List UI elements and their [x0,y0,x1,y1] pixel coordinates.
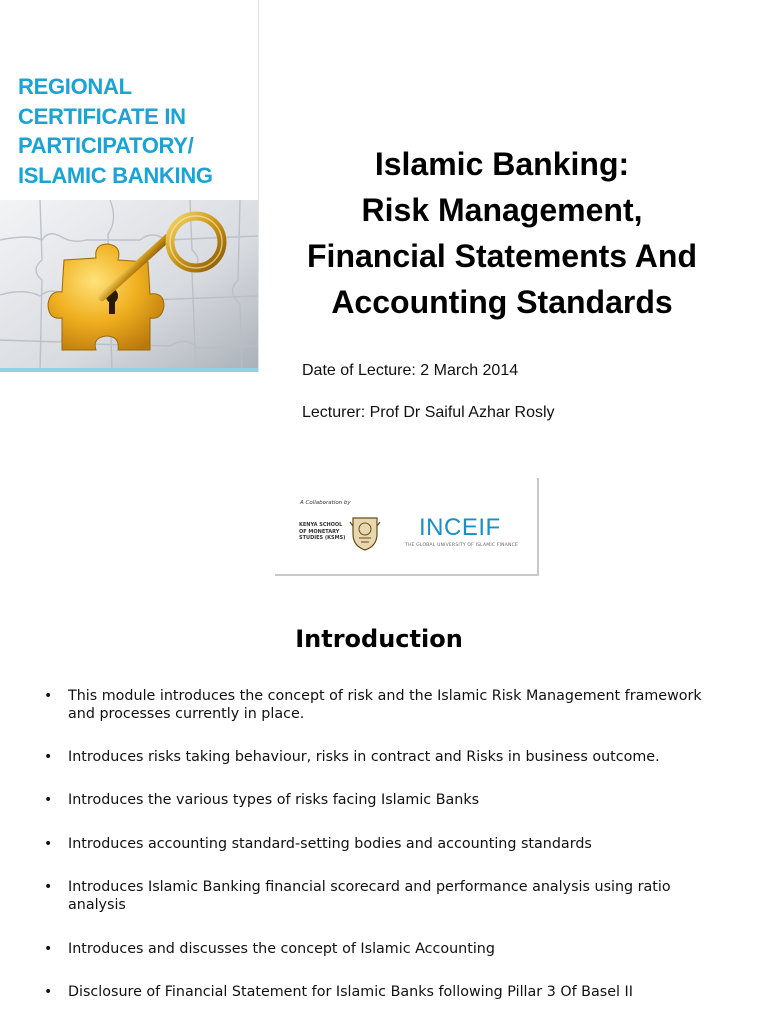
list-item-text: Introduces risks taking behaviour, risks in contract and Risks in business outcome. [68,749,660,765]
bullet-icon: • [44,749,53,765]
list-item-text: Introduces Islamic Banking financial scorecard and performance analysis using ratio analysis [68,879,671,913]
certificate-title-line: ISLAMIC BANKING [18,162,213,188]
lecture-date: Date of Lecture: 2 March 2014 [302,362,519,379]
lecturer-name: Lecturer: Prof Dr Saiful Azhar Rosly [302,404,555,421]
slide-title-line: Accounting Standards [331,284,673,320]
list-item-text: This module introduces the concept of risk and the Islamic Risk Management framework and processes currently in place. [68,688,702,722]
bullet-icon: • [44,836,53,852]
bullet-icon: • [44,688,53,704]
list-item-text: Introduces and discusses the concept of Islamic Accounting [68,941,495,957]
bullet-icon: • [44,792,53,808]
list-item-text: Disclosure of Financial Statement for Islamic Banks following Pillar 3 Of Basel II [68,984,633,1000]
ksms-logo-text [299,522,345,542]
cover-panel [0,0,259,372]
slide-title-line: Islamic Banking: [374,146,630,182]
certificate-title-line: REGIONAL [18,74,132,99]
inceif-tagline: THE GLOBAL UNIVERSITY OF ISLAMIC FINANCE [405,543,518,548]
certificate-title-line: PARTICIPATORY/ [18,133,194,158]
certificate-title-line: CERTIFICATE IN [18,103,186,129]
list-item-text: Introduces the various types of risks facing Islamic Banks [68,792,480,808]
slide-title-line: Risk Management, [361,192,643,228]
puzzle-key-image [0,200,258,372]
ksms-line: STUDIES (KSMS) [299,535,346,541]
ksms-line: KENYA SCHOOL [299,522,343,528]
list-item-text: Introduces accounting standard-setting bodies and accounting standards [68,836,592,852]
introduction-heading: Introduction [295,625,463,653]
inceif-logo: INCEIF [419,514,501,541]
certificate-title [18,72,254,190]
slide-title-line: Financial Statements And [307,238,697,274]
ksms-line: OF MONETARY [299,528,340,535]
partner-logos [275,478,539,576]
bullet-icon: • [44,984,53,1000]
ksms-crest-icon [348,512,382,552]
bullet-icon: • [44,879,53,895]
collaboration-label: A Collaboration by [300,500,351,506]
slide-title [280,141,724,325]
bullet-icon: • [44,941,53,957]
